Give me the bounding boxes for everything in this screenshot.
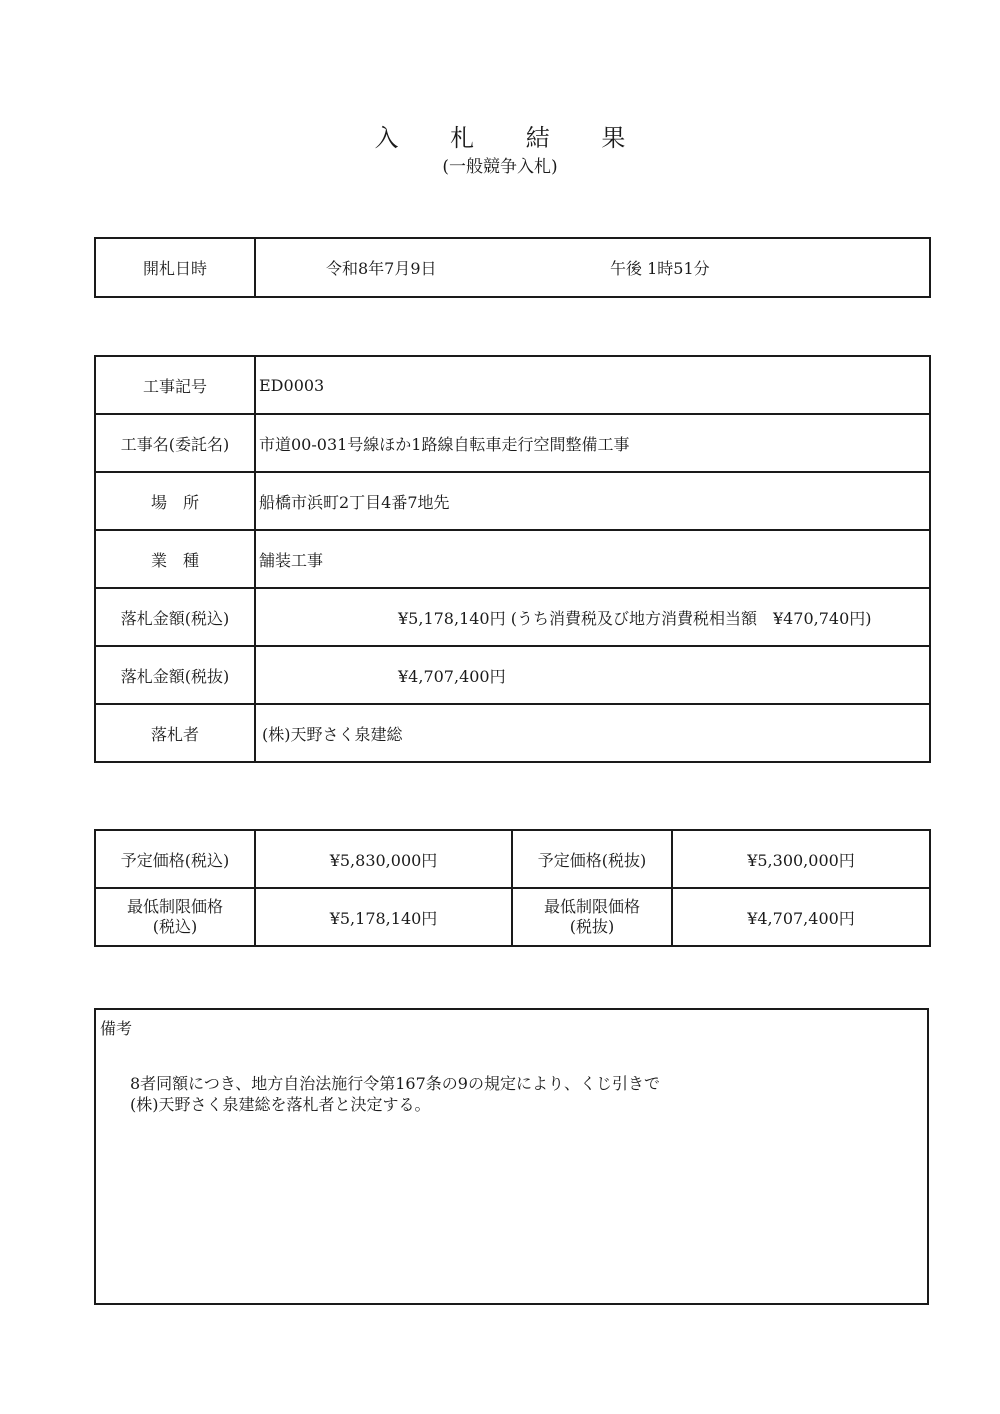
opening-table	[94, 237, 931, 298]
prices-table	[94, 829, 931, 947]
work-code-label: 工事記号	[95, 356, 255, 414]
work-code-value: ED0003	[255, 356, 930, 414]
min-incl-label-line2: (税込)	[152, 917, 198, 936]
bid-excl-label: 落札金額(税抜)	[95, 646, 255, 704]
location-label: 場 所	[95, 472, 255, 530]
industry-label: 業 種	[95, 530, 255, 588]
remarks-label: 備考	[100, 1019, 133, 1038]
planned-incl-value: ¥5,830,000円	[255, 830, 512, 888]
prices-row	[95, 830, 930, 888]
details-row	[95, 356, 930, 414]
planned-incl-label: 予定価格(税込)	[95, 830, 255, 888]
page-subtitle: (一般競争入札)	[442, 157, 558, 177]
min-excl-label-line2: (税抜)	[569, 917, 615, 936]
work-name-label: 工事名(委託名)	[95, 414, 255, 472]
winner-value: (株)天野さく泉建総	[255, 704, 930, 762]
details-row	[95, 530, 930, 588]
planned-excl-label: 予定価格(税抜)	[512, 830, 672, 888]
opening-label: 開札日時	[95, 238, 255, 297]
details-row	[95, 414, 930, 472]
remarks-line-1: 8者同額につき、地方自治法施行令第167条の9の規定により、くじ引きで	[130, 1074, 660, 1093]
prices-row	[95, 888, 930, 946]
min-incl-label	[95, 888, 255, 946]
winner-label: 落札者	[95, 704, 255, 762]
opening-date: 令和8年7月9日	[255, 238, 610, 297]
opening-time: 午後 1時51分	[610, 238, 930, 297]
min-excl-value: ¥4,707,400円	[672, 888, 930, 946]
work-name-value: 市道00-031号線ほか1路線自転車走行空間整備工事	[255, 414, 930, 472]
min-excl-label-line1: 最低制限価格	[543, 897, 640, 916]
details-row	[95, 472, 930, 530]
industry-value: 舗装工事	[255, 530, 930, 588]
bid-excl-value: ¥4,707,400円	[255, 646, 930, 704]
min-incl-value: ¥5,178,140円	[255, 888, 512, 946]
details-row	[95, 588, 930, 646]
remarks-line-2: (株)天野さく泉建総を落札者と決定する。	[130, 1095, 431, 1114]
location-value: 船橋市浜町2丁目4番7地先	[255, 472, 930, 530]
opening-row	[95, 238, 930, 297]
min-incl-label-line1: 最低制限価格	[126, 897, 223, 916]
bid-incl-value: ¥5,178,140円 (うち消費税及び地方消費税相当額 ¥470,740円)	[255, 588, 930, 646]
min-excl-label	[512, 888, 672, 946]
details-row	[95, 646, 930, 704]
remarks-box	[94, 1008, 929, 1305]
bid-incl-label: 落札金額(税込)	[95, 588, 255, 646]
page-title: 入 札 結 果	[374, 124, 648, 152]
details-table	[94, 355, 931, 763]
details-row	[95, 704, 930, 762]
planned-excl-value: ¥5,300,000円	[672, 830, 930, 888]
